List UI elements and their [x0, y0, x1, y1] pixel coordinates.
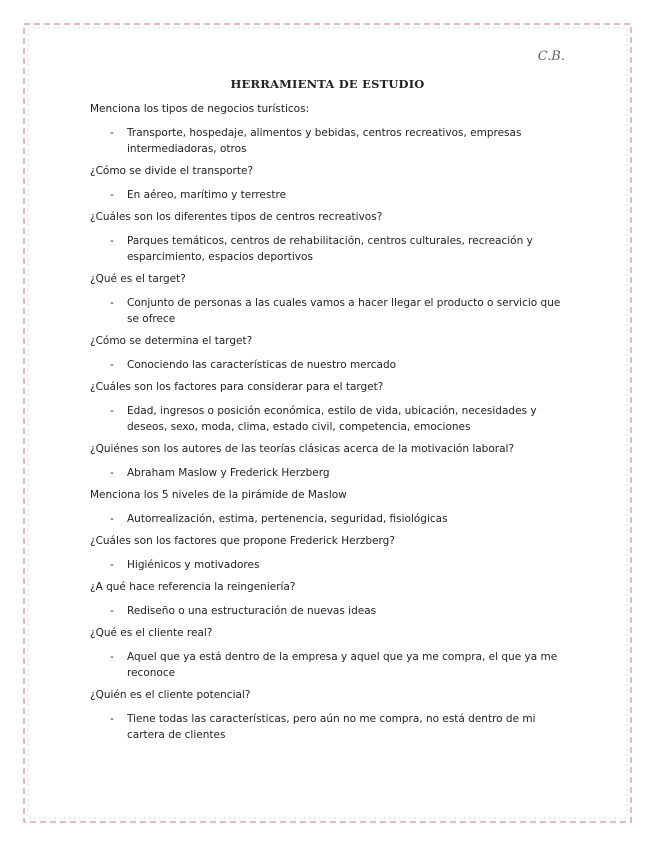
bullet-dash: - — [110, 559, 114, 571]
answer-text: Edad, ingresos o posición económica, estilo de vida, ubicación, necesidades y deseos, sexo, moda, clima, estado civil, competencia, emociones — [127, 405, 537, 433]
qa-item — [90, 101, 570, 157]
qa-item — [90, 487, 570, 527]
bullet-dash: - — [110, 605, 114, 617]
answer — [90, 511, 570, 527]
answer — [90, 125, 570, 157]
question: ¿A qué hace referencia la reingeniería? — [90, 581, 296, 593]
qa-item — [90, 333, 570, 373]
answer-text: Aquel que ya está dentro de la empresa y aquel que ya me compra, el que ya me reconoce — [127, 651, 558, 679]
answer-text: Abraham Maslow y Frederick Herzberg — [127, 467, 330, 479]
qa-item — [90, 687, 570, 743]
qa-list — [90, 101, 570, 749]
answer — [90, 557, 570, 573]
answer — [90, 403, 570, 435]
answer-text: Tiene todas las características, pero aún no me compra, no está dentro de mi cartera de clientes — [127, 713, 536, 741]
answer-text: Parques temáticos, centros de rehabilitación, centros culturales, recreación y esparcimiento, espacios deportivos — [127, 235, 533, 263]
answer — [90, 187, 570, 203]
bullet-dash: - — [110, 467, 114, 479]
answer-text: Conociendo las características de nuestro mercado — [127, 359, 397, 371]
bullet-dash: - — [110, 651, 114, 663]
answer-text: Higiénicos y motivadores — [127, 559, 260, 571]
qa-item — [90, 271, 570, 327]
answer — [90, 465, 570, 481]
question: Menciona los tipos de negocios turísticos: — [90, 103, 310, 115]
question: ¿Qué es el target? — [90, 273, 186, 285]
author-initials: C.B. — [537, 49, 565, 64]
question: Menciona los 5 niveles de la pirámide de Maslow — [90, 489, 347, 501]
question: ¿Quién es el cliente potencial? — [90, 689, 251, 701]
bullet-dash: - — [110, 359, 114, 371]
qa-item — [90, 163, 570, 203]
question: ¿Cuáles son los factores que propone Frederick Herzberg? — [90, 535, 395, 547]
qa-item — [90, 441, 570, 481]
answer — [90, 649, 570, 681]
question: ¿Cuáles son los diferentes tipos de centros recreativos? — [90, 211, 383, 223]
bullet-dash: - — [110, 189, 114, 201]
bullet-dash: - — [110, 513, 114, 525]
qa-item — [90, 379, 570, 435]
bullet-dash: - — [110, 127, 114, 139]
qa-item — [90, 533, 570, 573]
bullet-dash: - — [110, 713, 114, 725]
answer-text: Rediseño o una estructuración de nuevas ideas — [127, 605, 377, 617]
question: ¿Qué es el cliente real? — [90, 627, 213, 639]
answer — [90, 233, 570, 265]
answer-text: Conjunto de personas a las cuales vamos a hacer llegar el producto o servicio que se ofrece — [127, 297, 561, 325]
question: ¿Cómo se divide el transporte? — [90, 165, 254, 177]
bullet-dash: - — [110, 235, 114, 247]
answer — [90, 603, 570, 619]
answer-text: Transporte, hospedaje, alimentos y bebidas, centros recreativos, empresas intermediadoras, otros — [127, 127, 522, 155]
answer — [90, 357, 570, 373]
page-title: HERRAMIENTA DE ESTUDIO — [230, 77, 425, 91]
qa-item — [90, 579, 570, 619]
question: ¿Quiénes son los autores de las teorías clásicas acerca de la motivación laboral? — [90, 443, 515, 455]
answer — [90, 711, 570, 743]
answer-text: En aéreo, marítimo y terrestre — [127, 189, 287, 201]
bullet-dash: - — [110, 405, 114, 417]
question: ¿Cuáles son los factores para considerar para el target? — [90, 381, 384, 393]
qa-item — [90, 209, 570, 265]
answer — [90, 295, 570, 327]
bullet-dash: - — [110, 297, 114, 309]
answer-text: Autorrealización, estima, pertenencia, seguridad, fisiológicas — [127, 513, 448, 525]
question: ¿Cómo se determina el target? — [90, 335, 253, 347]
qa-item — [90, 625, 570, 681]
